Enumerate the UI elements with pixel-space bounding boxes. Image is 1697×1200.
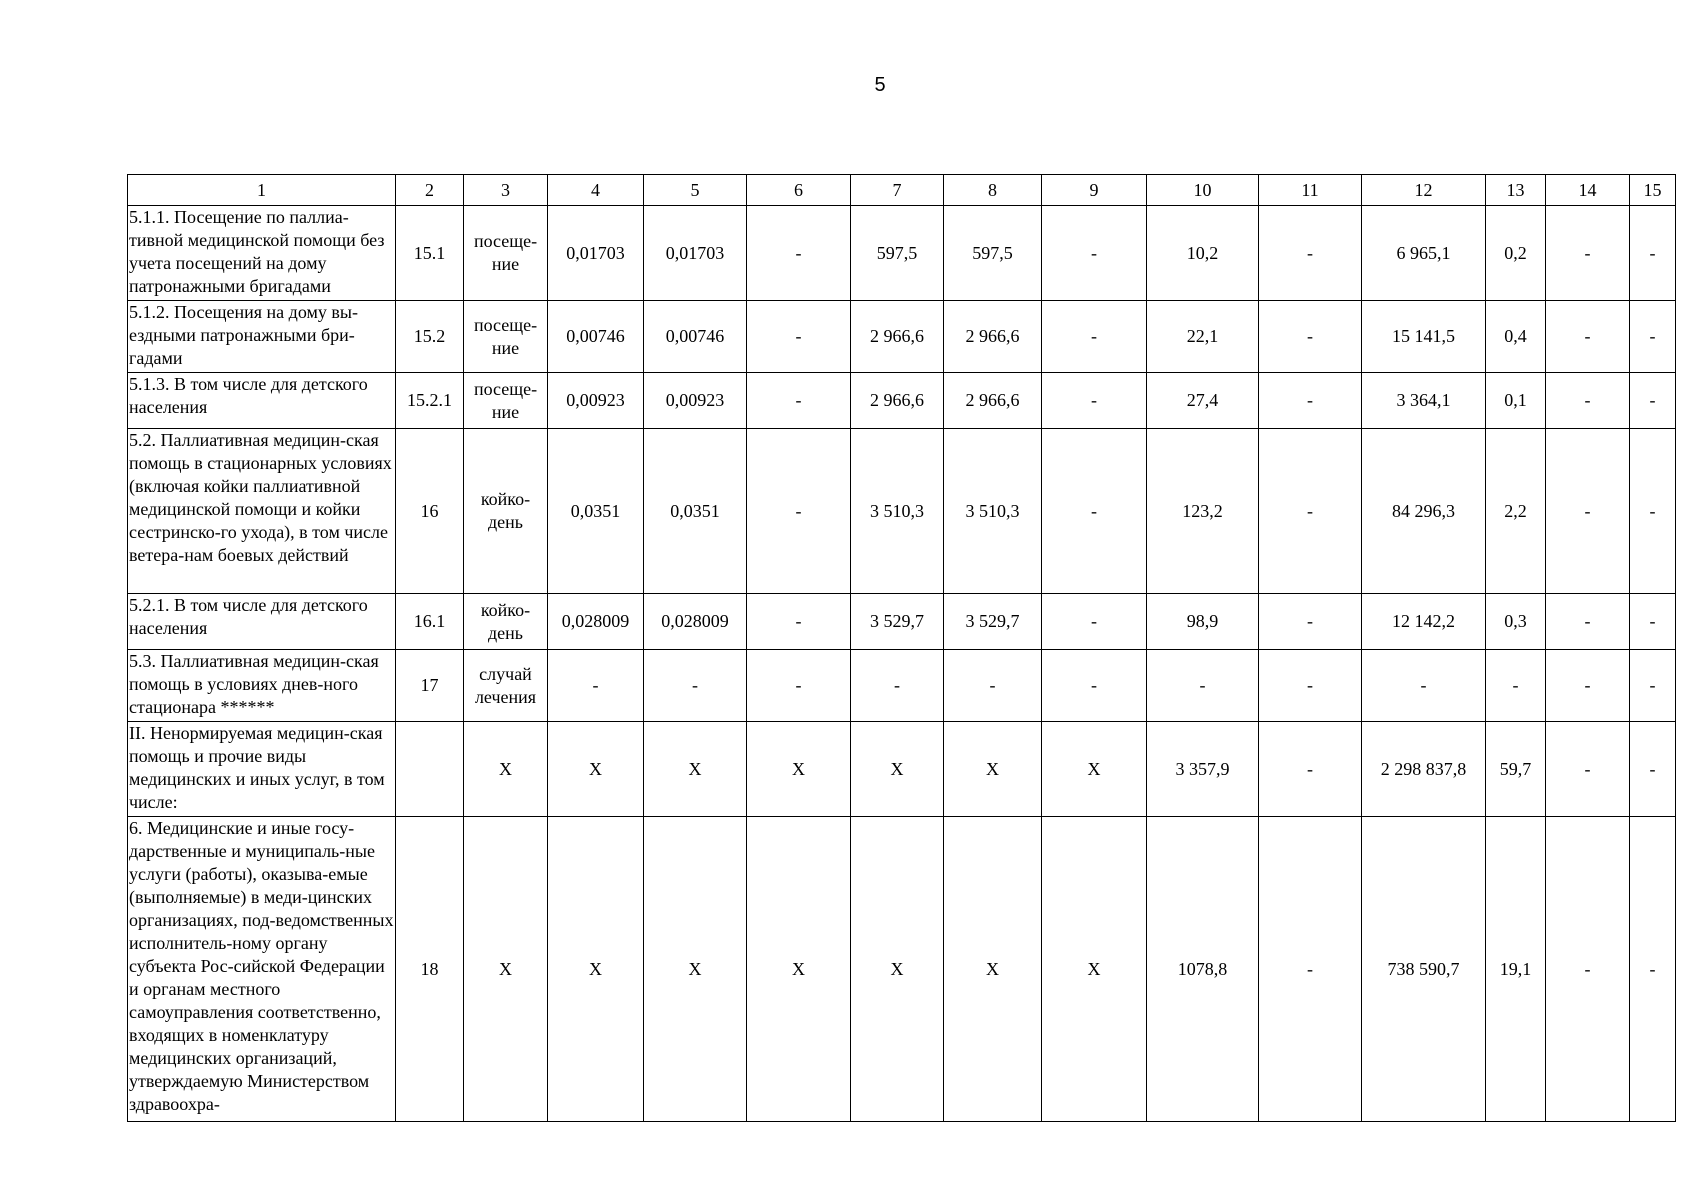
- column-header: 14: [1546, 175, 1630, 206]
- table-row: [128, 373, 1676, 429]
- table-cell: Х: [747, 817, 851, 1122]
- table-cell: 0,00746: [644, 301, 747, 373]
- table-cell: 10,2: [1147, 206, 1259, 301]
- table-cell: Х: [944, 722, 1042, 817]
- table-cell: 3 357,9: [1147, 722, 1259, 817]
- table-cell: 3 364,1: [1362, 373, 1486, 429]
- table-cell-name: 6. Медицинские и иные госу-дарственные и муниципаль-ные услуги (работы), оказыва-емые (выполняемые) в меди-цинских организациях, под-ведомственных исполнитель-ному органу субъекта Рос-сийской Федерации и органам местного самоуправления соответственно, входящих в номенклатуру медицинских организаций, утверждаемую Министерством здравоохра-: [128, 817, 396, 1122]
- table-cell: 19,1: [1486, 817, 1546, 1122]
- table-cell: 2 966,6: [944, 301, 1042, 373]
- table-cell: -: [1630, 817, 1676, 1122]
- table-cell: 15.2: [396, 301, 464, 373]
- table-cell: 27,4: [1147, 373, 1259, 429]
- table-cell-unit: Х: [464, 817, 548, 1122]
- table-cell: -: [747, 594, 851, 650]
- table-cell: 22,1: [1147, 301, 1259, 373]
- column-header: 5: [644, 175, 747, 206]
- column-header: 10: [1147, 175, 1259, 206]
- table-cell: 0,0351: [548, 429, 644, 594]
- table-cell: 0,028009: [548, 594, 644, 650]
- column-header: 7: [851, 175, 944, 206]
- table-cell: 3 529,7: [851, 594, 944, 650]
- table-cell: 17: [396, 650, 464, 722]
- table-cell-unit: Х: [464, 722, 548, 817]
- table-cell: -: [747, 301, 851, 373]
- column-header: 1: [128, 175, 396, 206]
- table-cell: 18: [396, 817, 464, 1122]
- table-cell: 0,3: [1486, 594, 1546, 650]
- table-cell: -: [1546, 817, 1630, 1122]
- table-cell: 1078,8: [1147, 817, 1259, 1122]
- table-cell: -: [1259, 301, 1362, 373]
- table-cell: -: [1546, 429, 1630, 594]
- table-cell: -: [644, 650, 747, 722]
- table-cell-unit: койко-день: [464, 429, 548, 594]
- table-cell: -: [1259, 429, 1362, 594]
- table-cell: 2 966,6: [944, 373, 1042, 429]
- table-cell: 15.1: [396, 206, 464, 301]
- table-cell-name: 5.1.1. Посещение по паллиа-тивной медицинской помощи без учета посещений на дому патронажными бригадами: [128, 206, 396, 301]
- table-cell: -: [1259, 594, 1362, 650]
- table-cell: 3 510,3: [851, 429, 944, 594]
- column-header: 11: [1259, 175, 1362, 206]
- table-cell: -: [747, 373, 851, 429]
- table-cell: -: [1259, 722, 1362, 817]
- table-cell: Х: [1042, 722, 1147, 817]
- table-cell-unit: посеще-ние: [464, 373, 548, 429]
- table-cell: -: [1630, 650, 1676, 722]
- column-header: 15: [1630, 175, 1676, 206]
- data-table: [127, 174, 1676, 1122]
- table-cell: -: [1630, 206, 1676, 301]
- table-cell: -: [1147, 650, 1259, 722]
- table-row: [128, 594, 1676, 650]
- table-cell: 12 142,2: [1362, 594, 1486, 650]
- table-cell: 738 590,7: [1362, 817, 1486, 1122]
- table-cell: -: [747, 429, 851, 594]
- table-cell: Х: [851, 817, 944, 1122]
- column-header: 8: [944, 175, 1042, 206]
- table-cell: 59,7: [1486, 722, 1546, 817]
- header-row: [128, 175, 1676, 206]
- table-cell-unit: посеще-ние: [464, 206, 548, 301]
- table-cell-name: 5.3. Паллиативная медицин-ская помощь в условиях днев-ного стационара ******: [128, 650, 396, 722]
- table-cell: 0,00923: [644, 373, 747, 429]
- column-header: 12: [1362, 175, 1486, 206]
- table-cell: 84 296,3: [1362, 429, 1486, 594]
- table-cell: -: [1486, 650, 1546, 722]
- table-cell-name: 5.1.2. Посещения на дому вы-ездными патронажными бри-гадами: [128, 301, 396, 373]
- table-cell-name: 5.1.3. В том числе для детского населения: [128, 373, 396, 429]
- table-cell: -: [1259, 650, 1362, 722]
- table-cell: Х: [548, 817, 644, 1122]
- table-cell: 597,5: [851, 206, 944, 301]
- table-cell: 0,01703: [644, 206, 747, 301]
- table-cell: 98,9: [1147, 594, 1259, 650]
- table-cell: 6 965,1: [1362, 206, 1486, 301]
- table-cell: 0,1: [1486, 373, 1546, 429]
- column-header: 4: [548, 175, 644, 206]
- column-header: 6: [747, 175, 851, 206]
- column-header: 3: [464, 175, 548, 206]
- table-cell: Х: [548, 722, 644, 817]
- table-row: [128, 817, 1676, 1122]
- table-cell: 2 966,6: [851, 301, 944, 373]
- table-row: [128, 650, 1676, 722]
- column-header: 9: [1042, 175, 1147, 206]
- table-cell: 0,0351: [644, 429, 747, 594]
- table-cell: -: [1630, 301, 1676, 373]
- table-cell: 2,2: [1486, 429, 1546, 594]
- table-row: [128, 722, 1676, 817]
- table-cell: 0,2: [1486, 206, 1546, 301]
- table-cell: -: [1630, 722, 1676, 817]
- table-cell: -: [1042, 206, 1147, 301]
- table-cell: -: [1546, 373, 1630, 429]
- table-cell: -: [747, 650, 851, 722]
- table-cell: -: [1546, 206, 1630, 301]
- table-cell: -: [944, 650, 1042, 722]
- table-cell: 0,4: [1486, 301, 1546, 373]
- table-cell-name: II. Ненормируемая медицин-ская помощь и прочие виды медицинских и иных услуг, в том числе:: [128, 722, 396, 817]
- table-cell: -: [1630, 594, 1676, 650]
- table-cell: -: [1259, 373, 1362, 429]
- table-cell: 2 298 837,8: [1362, 722, 1486, 817]
- table-cell: Х: [1042, 817, 1147, 1122]
- column-header: 2: [396, 175, 464, 206]
- table-cell: -: [1546, 594, 1630, 650]
- table-cell: -: [851, 650, 944, 722]
- table-cell-unit: койко-день: [464, 594, 548, 650]
- table-cell: Х: [747, 722, 851, 817]
- table-row: [128, 206, 1676, 301]
- table-cell: Х: [644, 817, 747, 1122]
- table-cell: 0,00746: [548, 301, 644, 373]
- table-cell: -: [1362, 650, 1486, 722]
- table-cell: -: [1042, 429, 1147, 594]
- column-header: 13: [1486, 175, 1546, 206]
- table-cell: -: [1042, 594, 1147, 650]
- table-cell: 15 141,5: [1362, 301, 1486, 373]
- table-cell: 0,028009: [644, 594, 747, 650]
- table-cell: 0,00923: [548, 373, 644, 429]
- table-cell: -: [1259, 206, 1362, 301]
- table-cell: -: [1546, 722, 1630, 817]
- table-row: [128, 301, 1676, 373]
- table-cell: 2 966,6: [851, 373, 944, 429]
- table-cell: -: [1630, 373, 1676, 429]
- table-cell: -: [1042, 301, 1147, 373]
- table-cell-name: 5.2. Паллиативная медицин-ская помощь в стационарных условиях (включая койки паллиативной медицинской помощи и койки сестринско-го ухода), в том числе ветера-нам боевых действий: [128, 429, 396, 594]
- table-cell-name: 5.2.1. В том числе для детского населения: [128, 594, 396, 650]
- table-cell-unit: посеще-ние: [464, 301, 548, 373]
- page-number: 5: [874, 74, 886, 96]
- table-cell: -: [1546, 650, 1630, 722]
- table-cell: -: [1546, 301, 1630, 373]
- table-cell: [396, 722, 464, 817]
- table-cell: -: [1630, 429, 1676, 594]
- table-cell: Х: [944, 817, 1042, 1122]
- table-cell: 3 529,7: [944, 594, 1042, 650]
- table-cell: -: [1259, 817, 1362, 1122]
- table-cell: 15.2.1: [396, 373, 464, 429]
- table-cell: -: [747, 206, 851, 301]
- table-cell: -: [1042, 650, 1147, 722]
- table-cell: 597,5: [944, 206, 1042, 301]
- table-cell: 16: [396, 429, 464, 594]
- table-cell: 123,2: [1147, 429, 1259, 594]
- table-cell: 3 510,3: [944, 429, 1042, 594]
- table-cell: Х: [851, 722, 944, 817]
- table-row: [128, 429, 1676, 594]
- table-cell: -: [548, 650, 644, 722]
- table-cell: -: [1042, 373, 1147, 429]
- table-cell: 0,01703: [548, 206, 644, 301]
- table-cell-unit: случай лечения: [464, 650, 548, 722]
- table-cell: 16.1: [396, 594, 464, 650]
- table-cell: Х: [644, 722, 747, 817]
